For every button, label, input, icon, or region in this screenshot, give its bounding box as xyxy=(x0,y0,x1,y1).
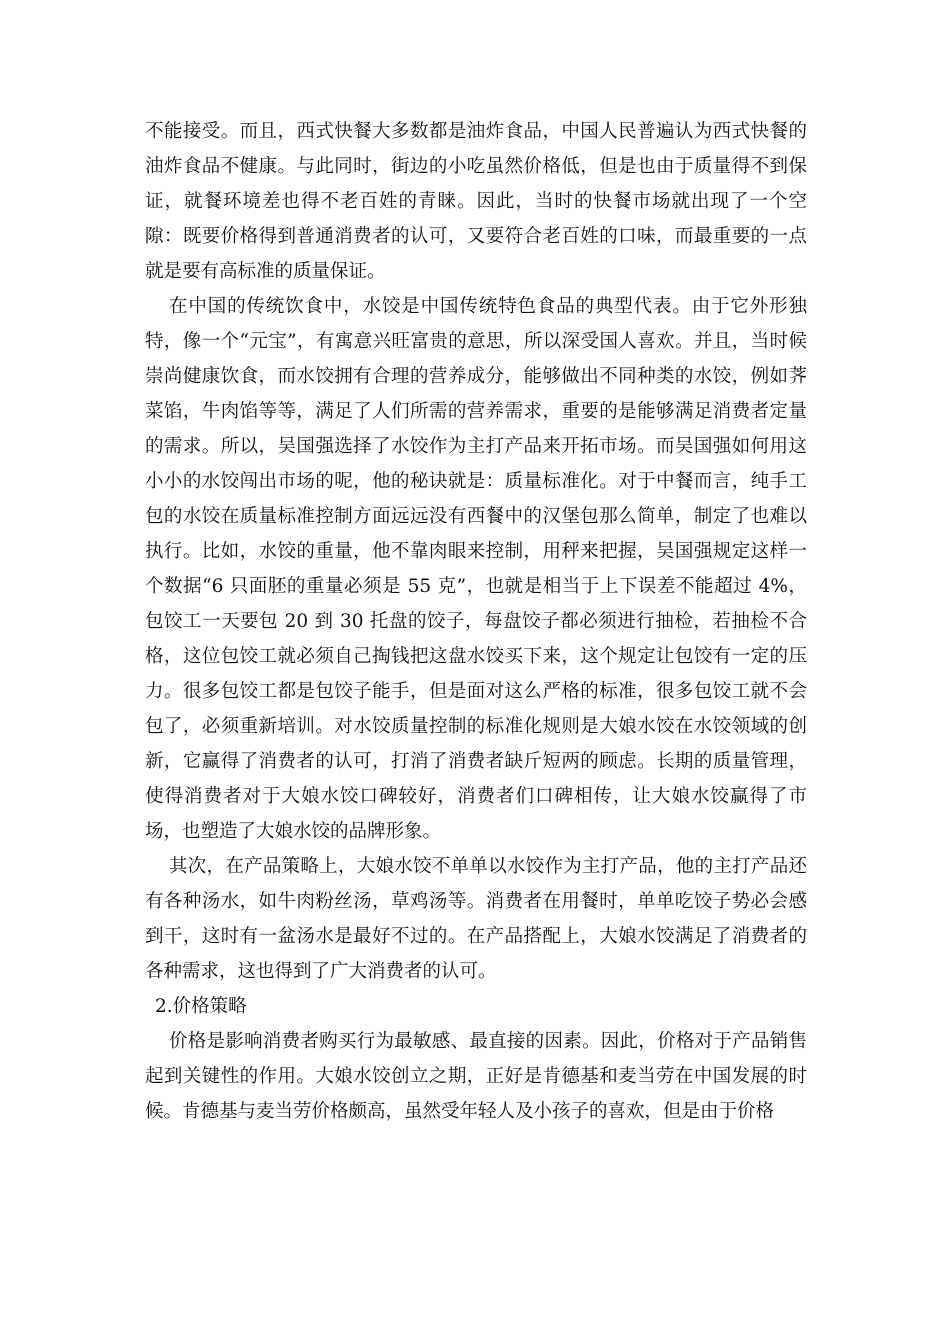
paragraph-dumpling-tradition: 在中国的传统饮食中，水饺是中国传统特色食品的典型代表。由于它外形独特，像一个“元宝”，有寓意兴旺富贵的意思，所以深受国人喜欢。并且，当时候崇尚健康饮食，而水饺拥有合理的营养成分，能够做出不同种类的水饺，例如荠菜馅，牛肉馅等等，满足了人们所需的营养需求，重要的是能够满足消费者定量的需求。所以，吴国强选择了水饺作为主打产品来开拓市场。而吴国强如何用这小小的水饺闯出市场的呢，他的秘诀就是：质量标准化。对于中餐而言，纯手工包的水饺在质量标准控制方面远远没有西餐中的汉堡包那么简单，制定了也难以执行。比如，水饺的重量，他不靠肉眼来控制，用秤来把握，吴国强规定这样一个数据“6 只面胚的重量必须是 55 克”，也就是相当于上下误差不能超过 4%，包饺工一天要包 20 到 30 托盘的饺子，每盘饺子都必须进行抽检，若抽检不合格，这位包饺工就必须自己掏钱把这盘水饺买下来，这个规定让包饺有一定的压力。很多包饺工都是包饺子能手，但是面对这么严格的标准，很多包饺工就不会包了，必须重新培训。对水饺质量控制的标准化规则是大娘水饺在水饺领域的创新，它赢得了消费者的认可，打消了消费者缺斤短两的顾虑。长期的质量管理，使得消费者对于大娘水饺口碑较好，消费者们口碑相传，让大娘水饺赢得了市场，也塑造了大娘水饺的品牌形象。 xyxy=(145,296,807,842)
section-heading-price-strategy: 2.价格策略 xyxy=(155,996,247,1017)
document-body xyxy=(145,114,807,1129)
paragraph-continuation: 不能接受。而且，西式快餐大多数都是油炸食品，中国人民普遍认为西式快餐的油炸食品不健康。与此同时，街边的小吃虽然价格低，但是也由于质量得不到保证，就餐环境差也得不老百姓的青睐。因此，当时的快餐市场就出现了一个空隙：既要价格得到普通消费者的认可，又要符合老百姓的口味，而最重要的一点就是要有高标准的质量保证。 xyxy=(145,121,807,282)
paragraph-product-strategy: 其次，在产品策略上，大娘水饺不单单以水饺作为主打产品，他的主打产品还有各种汤水，如牛肉粉丝汤，草鸡汤等。消费者在用餐时，单单吃饺子势必会感到干，这时有一盆汤水是最好不过的。在产品搭配上，大娘水饺满足了消费者的各种需求，这也得到了广大消费者的认可。 xyxy=(145,856,807,982)
paragraph-price-strategy: 价格是影响消费者购买行为最敏感、最直接的因素。因此，价格对于产品销售起到关键性的作用。大娘水饺创立之期，正好是肯德基和麦当劳在中国发展的时候。肯德基与麦当劳价格颇高，虽然受年轻人及小孩子的喜欢，但是由于价格 xyxy=(145,1031,807,1122)
